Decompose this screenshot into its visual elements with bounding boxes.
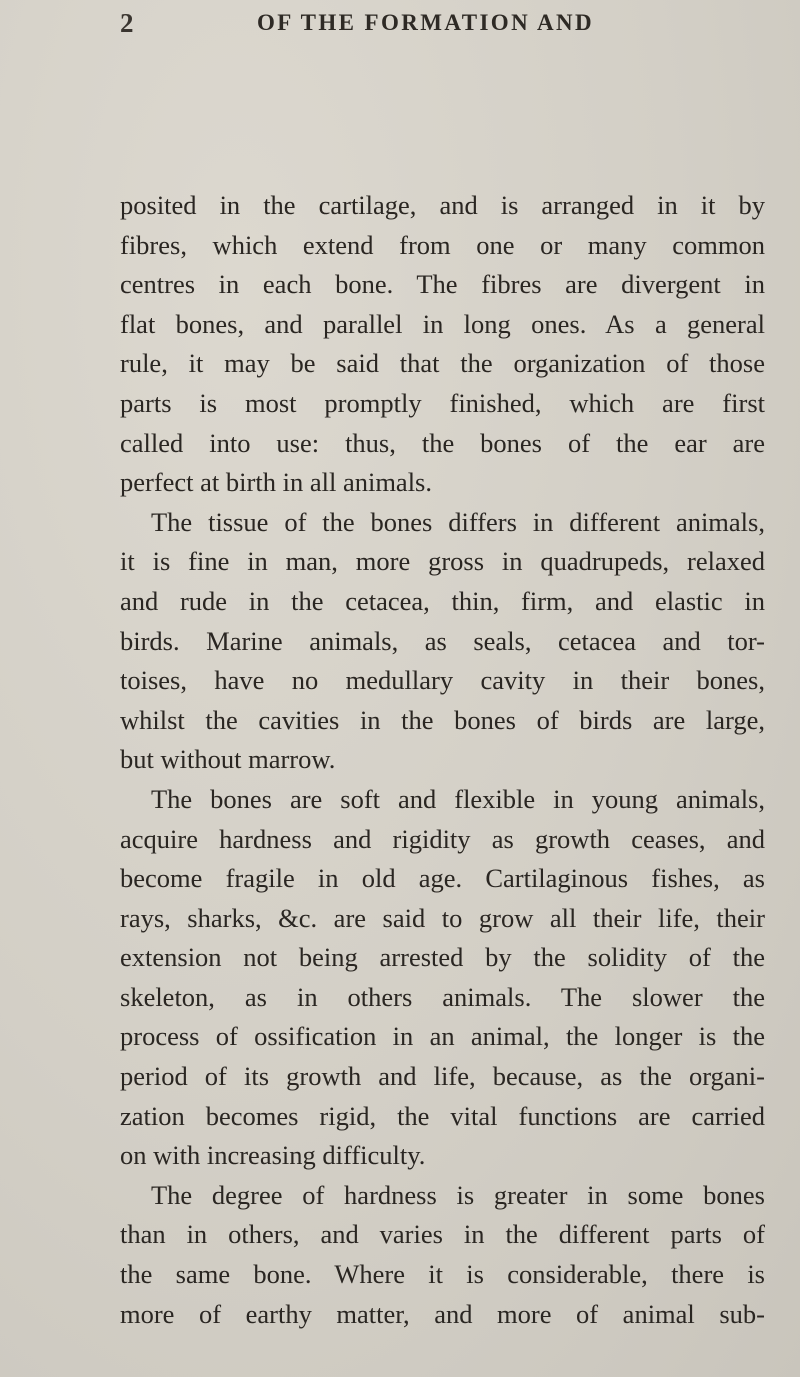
- text-line: The degree of hardness is greater in some bones: [151, 1179, 765, 1210]
- text-line: it is fine in man, more gross in quadrupeds, relaxed: [120, 546, 765, 577]
- text-line: period of its growth and life, because, as the organi-: [120, 1061, 765, 1092]
- text-line: process of ossification in an animal, the longer is the: [120, 1021, 765, 1052]
- text-line: flat bones, and parallel in long ones. As a general: [120, 308, 765, 339]
- text-line: rule, it may be said that the organization of those: [120, 348, 765, 379]
- text-line: zation becomes rigid, the vital functions are carried: [120, 1100, 765, 1131]
- text-line: whilst the cavities in the bones of birds are large,: [120, 704, 765, 735]
- text-line: The tissue of the bones differs in different animals,: [151, 506, 765, 537]
- text-line: and rude in the cetacea, thin, firm, and elastic in: [120, 585, 765, 616]
- text-line: rays, sharks, &c. are said to grow all their life, their: [120, 902, 765, 933]
- text-line: acquire hardness and rigidity as growth ceases, and: [120, 823, 765, 854]
- text-line: fibres, which extend from one or many common: [120, 229, 765, 260]
- text-line: called into use: thus, the bones of the ear are: [120, 427, 765, 458]
- text-line: than in others, and varies in the different parts of: [120, 1219, 765, 1250]
- text-line: more of earthy matter, and more of animal sub-: [120, 1298, 765, 1329]
- text-line: birds. Marine animals, as seals, cetacea and tor-: [120, 625, 765, 656]
- text-line: posited in the cartilage, and is arranged in it by: [120, 190, 765, 220]
- running-head-title: OF THE FORMATION AND: [257, 10, 595, 35]
- text-line: on with increasing difficulty.: [120, 1140, 426, 1171]
- text-line: skeleton, as in others animals. The slower the: [120, 981, 765, 1012]
- text-line: parts is most promptly finished, which are first: [120, 387, 765, 418]
- text-line: the same bone. Where it is considerable, there is: [120, 1259, 765, 1290]
- text-line: become fragile in old age. Cartilaginous fishes, as: [120, 863, 765, 894]
- body-text: [120, 186, 765, 1334]
- running-head: [120, 8, 760, 38]
- page-number: 2: [120, 8, 135, 38]
- text-line: but without marrow.: [120, 744, 336, 775]
- text-line: toises, have no medullary cavity in their bones,: [120, 665, 765, 696]
- text-line: perfect at birth in all animals.: [120, 467, 432, 498]
- text-line: centres in each bone. The fibres are divergent in: [120, 269, 765, 300]
- text-line: The bones are soft and flexible in young animals,: [151, 783, 765, 814]
- text-line: extension not being arrested by the solidity of the: [120, 942, 765, 973]
